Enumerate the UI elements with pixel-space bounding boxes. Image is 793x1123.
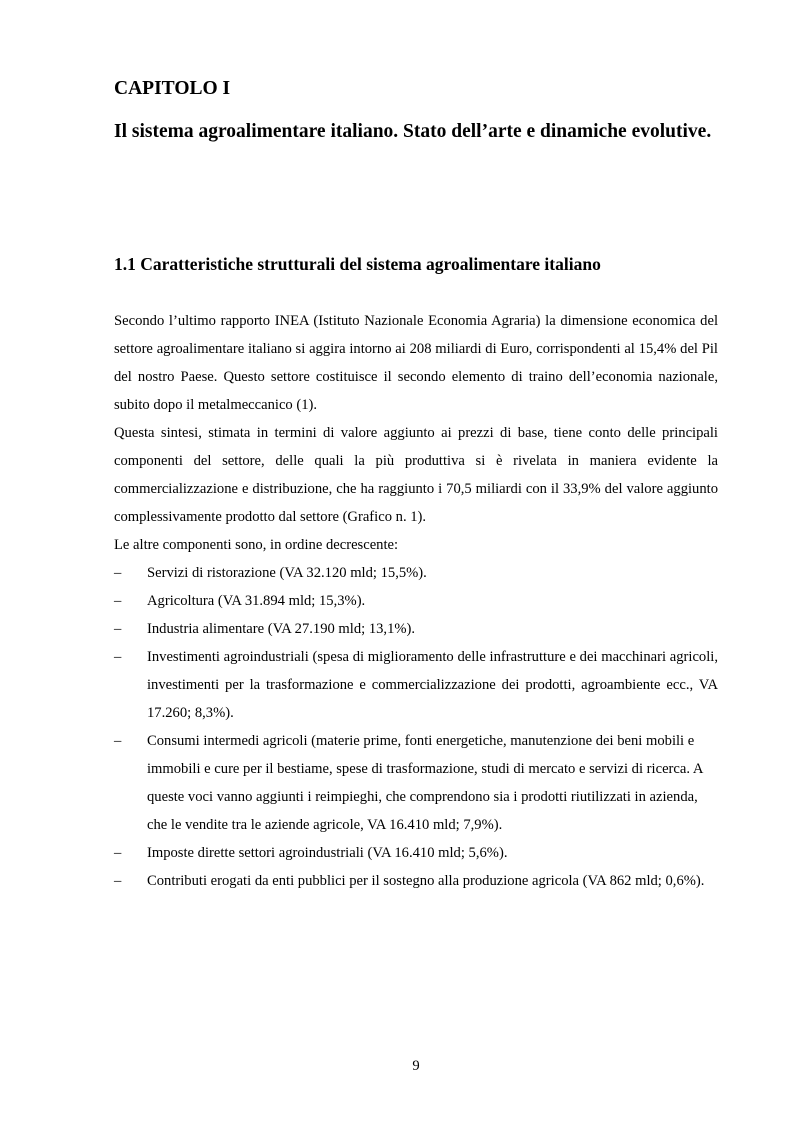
dash-bullet: – xyxy=(114,873,122,889)
dash-bullet: – xyxy=(114,621,122,637)
paragraph-list-intro: Le altre componenti sono, in ordine decrescente: xyxy=(114,537,399,553)
section-heading: 1.1 Caratteristiche strutturali del sistema agroalimentare italiano xyxy=(114,254,601,274)
dash-bullet: – xyxy=(114,733,122,749)
list-item-text: Servizi di ristorazione (VA 32.120 mld; 15,5%). xyxy=(147,565,427,581)
list-item xyxy=(114,727,718,839)
list-item-text: Imposte dirette settori agroindustriali (VA 16.410 mld; 5,6%). xyxy=(147,845,508,861)
list-item xyxy=(114,867,718,895)
document-page xyxy=(114,0,718,1123)
list-item xyxy=(114,839,718,867)
paragraph-synthesis: Questa sintesi, stimata in termini di valore aggiunto ai prezzi di base, tiene conto delle principali componenti del settore, delle quali la più produttiva si è rivelata in maniera evidente la commercializzazione e distribuzione, che ha raggiunto i 70,5 miliardi con il 33,9% del valore aggiunto complessivamente prodotto dal settore (Grafico n. 1). xyxy=(114,425,718,525)
list-item-text: Investimenti agroindustriali (spesa di miglioramento delle infrastrutture e dei macchinari agricoli, investimenti per la trasformazione e commercializzazione dei prodotti, agroambiente ecc., VA 17.260; 8,3%). xyxy=(147,649,718,721)
list-item xyxy=(114,643,718,727)
components-list xyxy=(114,559,718,895)
chapter-title: Il sistema agroalimentare italiano. Stato dell’arte e dinamiche evolutive. xyxy=(114,121,712,142)
dash-bullet: – xyxy=(114,593,122,609)
list-item xyxy=(114,615,718,643)
body-text xyxy=(114,307,718,895)
dash-bullet: – xyxy=(114,845,122,861)
list-item xyxy=(114,559,718,587)
dash-bullet: – xyxy=(114,649,122,665)
list-item-text: Industria alimentare (VA 27.190 mld; 13,1%). xyxy=(147,621,416,637)
list-item-text: Consumi intermedi agricoli (materie prime, fonti energetiche, manutenzione dei beni mobili e immobili e cure per il bestiame, spese di trasformazione, studi di mercato e servizi di ricerca. A queste voci vanno aggiunti i reimpieghi, che comprendono sia i prodotti riutilizzati in azienda, che le vendite tra le aziende agricole, VA 16.410 mld; 7,9%). xyxy=(147,733,703,833)
list-item-text: Agricoltura (VA 31.894 mld; 15,3%). xyxy=(147,593,366,609)
page-number: 9 xyxy=(412,1058,420,1074)
dash-bullet: – xyxy=(114,565,122,581)
list-item-text: Contributi erogati da enti pubblici per il sostegno alla produzione agricola (VA 862 mld; 0,6%). xyxy=(147,873,705,889)
paragraph-intro: Secondo l’ultimo rapporto INEA (Istituto Nazionale Economia Agraria) la dimensione economica del settore agroalimentare italiano si aggira intorno ai 208 miliardi di Euro, corrispondenti al 15,4% del Pil del nostro Paese. Questo settore costituisce il secondo elemento di traino dell’economia nazionale, subito dopo il metalmeccanico (1). xyxy=(114,313,718,413)
list-item xyxy=(114,587,718,615)
chapter-label: CAPITOLO I xyxy=(114,78,231,99)
